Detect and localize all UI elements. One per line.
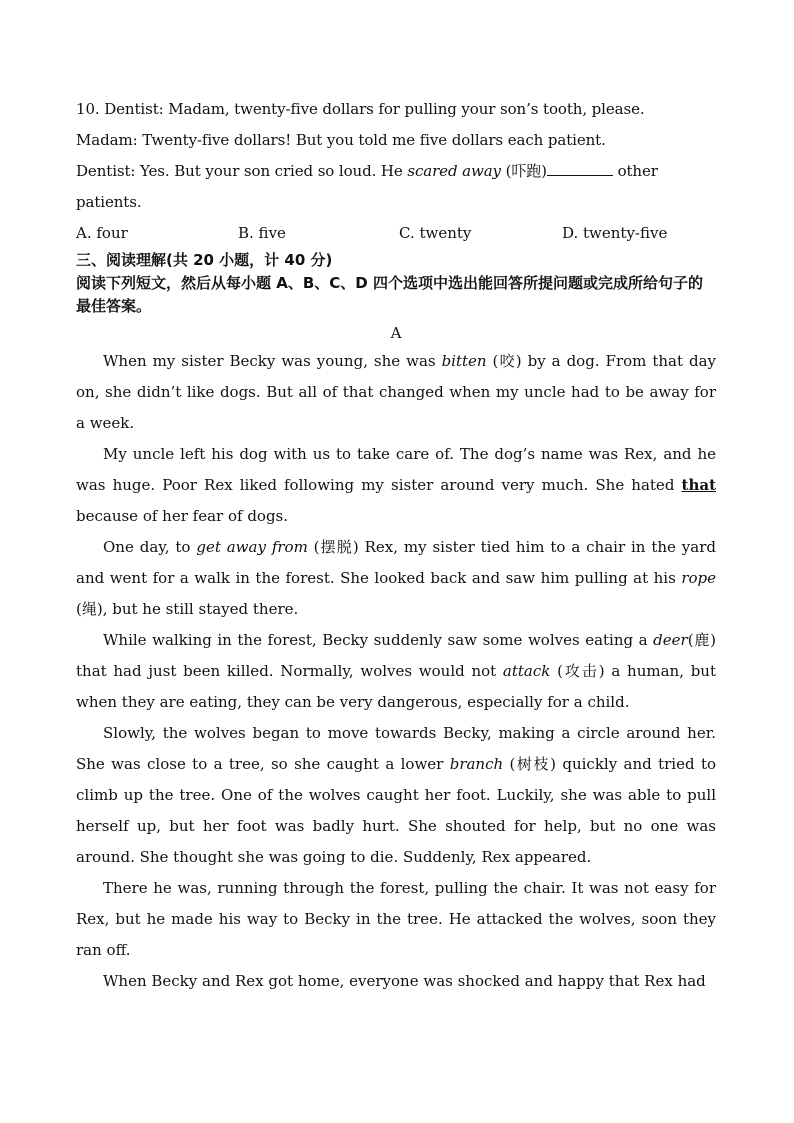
p2-underlined-word: that — [681, 476, 716, 494]
p4-italic-2: attack — [502, 662, 551, 680]
passage-paragraph-4 — [76, 625, 716, 718]
p3-text-a: One day, to — [103, 538, 197, 556]
section-instruction: 阅读下列短文，然后从每小题 A、B、C、D 四个选项中选出能回答所提问题或完成所给句子的最佳答案。 — [76, 274, 703, 315]
p2-text-b: because of her fear of dogs. — [76, 507, 289, 525]
option-b: B. five — [238, 224, 286, 242]
p5-italic: branch — [449, 755, 504, 773]
p3-text-c: (绳), but he still stayed there. — [76, 600, 299, 618]
answer-blank — [547, 161, 613, 176]
p4-text-a: While walking in the forest, Becky suddenly saw some wolves eating a — [103, 631, 654, 649]
passage-paragraph-3 — [76, 532, 716, 625]
passage-paragraph-2 — [76, 439, 716, 532]
q10-line-3-text: Dentist: Yes. But your son cried so loud. He — [76, 162, 408, 180]
p1-text-a: When my sister Becky was young, she was — [103, 352, 442, 370]
p3-italic-2: rope — [681, 569, 716, 587]
p5-text-b: (树枝) quickly and tried to climb up the tree. One of the wolves caught her foot. Luckily, she was able to pull herself up, but her foot was badly hurt. She shouted for help, but no one was around. She thought she was going to die. Suddenly, Rex appeared. — [76, 755, 717, 866]
q10-gloss: (吓跑) — [500, 162, 547, 180]
q10-line-4: patients. — [76, 193, 142, 211]
q10-line-3-end: other — [612, 162, 658, 180]
option-a: A. four — [76, 224, 128, 242]
passage-paragraph-1 — [76, 346, 716, 439]
p4-text-b: (鹿) that had just been killed. Normally, wolves would not — [76, 631, 716, 680]
passage-paragraph-5 — [76, 718, 716, 873]
passage-paragraph-7: When Becky and Rex got home, everyone was shocked and happy that Rex had — [103, 972, 706, 990]
p4-italic-1: deer — [653, 631, 688, 649]
q10-italic-phrase: scared away — [407, 162, 501, 180]
p5-text-a: Slowly, the wolves began to move towards Becky, making a circle around her. She was close to a tree, so she caught a lower — [76, 724, 716, 773]
passage-paragraph-6: There he was, running through the forest, pulling the chair. It was not easy for Rex, but he made his way to Becky in the tree. He attacked the wolves, soon they ran off. — [76, 879, 716, 959]
p4-text-c: (攻击) a human, but when they are eating, they can be very dangerous, especially for a child. — [76, 662, 716, 711]
p1-italic: bitten — [441, 352, 487, 370]
section-title: 三、阅读理解(共 20 小题，计 40 分) — [76, 251, 333, 269]
p2-text-a: My uncle left his dog with us to take care of. The dog’s name was Rex, and he was huge. Poor Rex liked following my sister around very much. She hated — [76, 445, 716, 494]
passage-label: A — [390, 324, 402, 342]
q10-line-2: Madam: Twenty-five dollars! But you told me five dollars each patient. — [76, 131, 606, 149]
p3-text-b: (摆脱) Rex, my sister tied him to a chair in the yard and went for a walk in the forest. She looked back and saw him pulling at his — [76, 538, 716, 587]
page-content — [76, 94, 716, 997]
p3-italic-1: get away from — [196, 538, 308, 556]
q10-line-3 — [76, 156, 716, 187]
q10-line-1: 10. Dentist: Madam, twenty-five dollars for pulling your son’s tooth, please. — [76, 100, 645, 118]
q10-options — [76, 218, 716, 249]
option-d: D. twenty-five — [562, 224, 668, 242]
p1-text-b: (咬) by a dog. From that day on, she didn’t like dogs. But all of that changed when my uncle had to be away for a week. — [76, 352, 716, 432]
option-c: C. twenty — [399, 224, 472, 242]
